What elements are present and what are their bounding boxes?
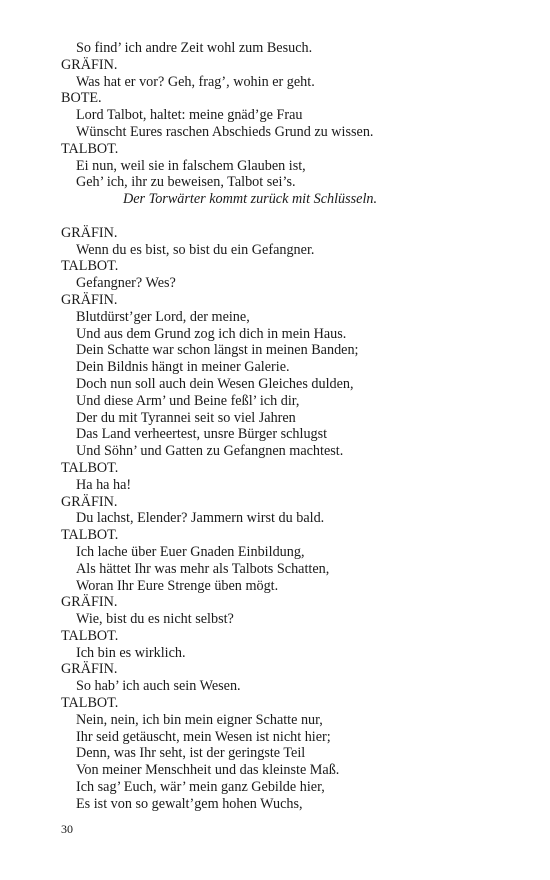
verse-line: Ich lache über Euer Gnaden Einbildung,: [76, 543, 305, 560]
play-text: [61, 40, 421, 813]
verse-line: Als hättet Ihr was mehr als Talbots Schatten,: [76, 560, 330, 577]
stage-direction: Der Torwärter kommt zurück mit Schlüsseln.: [123, 191, 378, 208]
verse-line: Ihr seid getäuscht, mein Wesen ist nicht hier;: [76, 728, 331, 745]
verse-line: Gefangner? Wes?: [76, 275, 176, 292]
verse-line: Und diese Arm’ und Beine feßl’ ich dir,: [76, 392, 300, 409]
speaker-name: TALBOT.: [61, 627, 119, 644]
verse-line: Nein, nein, ich bin mein eigner Schatte nur,: [76, 711, 323, 728]
speaker-name: GRÄFIN.: [61, 224, 118, 241]
verse-line: Ha ha ha!: [76, 476, 132, 493]
verse-line: Geh’ ich, ihr zu beweisen, Talbot sei’s.: [76, 174, 296, 191]
verse-line: Wenn du es bist, so bist du ein Gefangner.: [76, 241, 315, 258]
verse-line: Woran Ihr Eure Strenge üben mögt.: [76, 577, 279, 594]
verse-line: Der du mit Tyrannei seit so viel Jahren: [76, 409, 296, 426]
verse-line: Von meiner Menschheit und das kleinste Maß.: [76, 762, 340, 779]
speaker-name: GRÄFIN.: [61, 291, 118, 308]
verse-line: Und aus dem Grund zog ich dich in mein Haus.: [76, 325, 347, 342]
verse-line: Wie, bist du es nicht selbst?: [76, 611, 234, 628]
verse-line: Dein Bildnis hängt in meiner Galerie.: [76, 359, 290, 376]
verse-line: Was hat er vor? Geh, frag’, wohin er geht.: [76, 73, 315, 90]
verse-line: Du lachst, Elender? Jammern wirst du bald.: [76, 510, 325, 527]
speaker-name: TALBOT.: [61, 140, 119, 157]
speaker-name: TALBOT.: [61, 258, 119, 275]
page-number: 30: [61, 822, 73, 836]
speaker-name: GRÄFIN.: [61, 661, 118, 678]
verse-line: Ich bin es wirklich.: [76, 644, 186, 661]
verse-line: Das Land verheertest, unsre Bürger schlugst: [76, 426, 328, 443]
speaker-name: BOTE.: [61, 90, 102, 107]
verse-line: Ich sag’ Euch, wär’ mein ganz Gebilde hier,: [76, 779, 325, 796]
verse-line: Wünscht Eures raschen Abschieds Grund zu wissen.: [76, 123, 374, 140]
blank-line: [61, 208, 421, 225]
speaker-name: GRÄFIN.: [61, 493, 118, 510]
verse-line: Doch nun soll auch dein Wesen Gleiches dulden,: [76, 375, 354, 392]
speaker-name: GRÄFIN.: [61, 594, 118, 611]
verse-line: So find’ ich andre Zeit wohl zum Besuch.: [76, 40, 313, 56]
speaker-name: TALBOT.: [61, 459, 119, 476]
speaker-name: GRÄFIN.: [61, 56, 118, 73]
verse-line: Ei nun, weil sie in falschem Glauben ist,: [76, 157, 306, 174]
verse-line: Lord Talbot, haltet: meine gnäd’ge Frau: [76, 107, 303, 124]
verse-line: Dein Schatte war schon längst in meinen Banden;: [76, 342, 359, 359]
verse-line: Denn, was Ihr seht, ist der geringste Teil: [76, 745, 306, 762]
verse-line: Blutdürst’ger Lord, der meine,: [76, 308, 250, 325]
speaker-name: TALBOT.: [61, 527, 119, 544]
verse-line: So hab’ ich auch sein Wesen.: [76, 678, 241, 695]
verse-line: Es ist von so gewalt’gem hohen Wuchs,: [76, 795, 303, 812]
speaker-name: TALBOT.: [61, 695, 119, 712]
verse-line: Und Söhn’ und Gatten zu Gefangnen machtest.: [76, 443, 344, 460]
